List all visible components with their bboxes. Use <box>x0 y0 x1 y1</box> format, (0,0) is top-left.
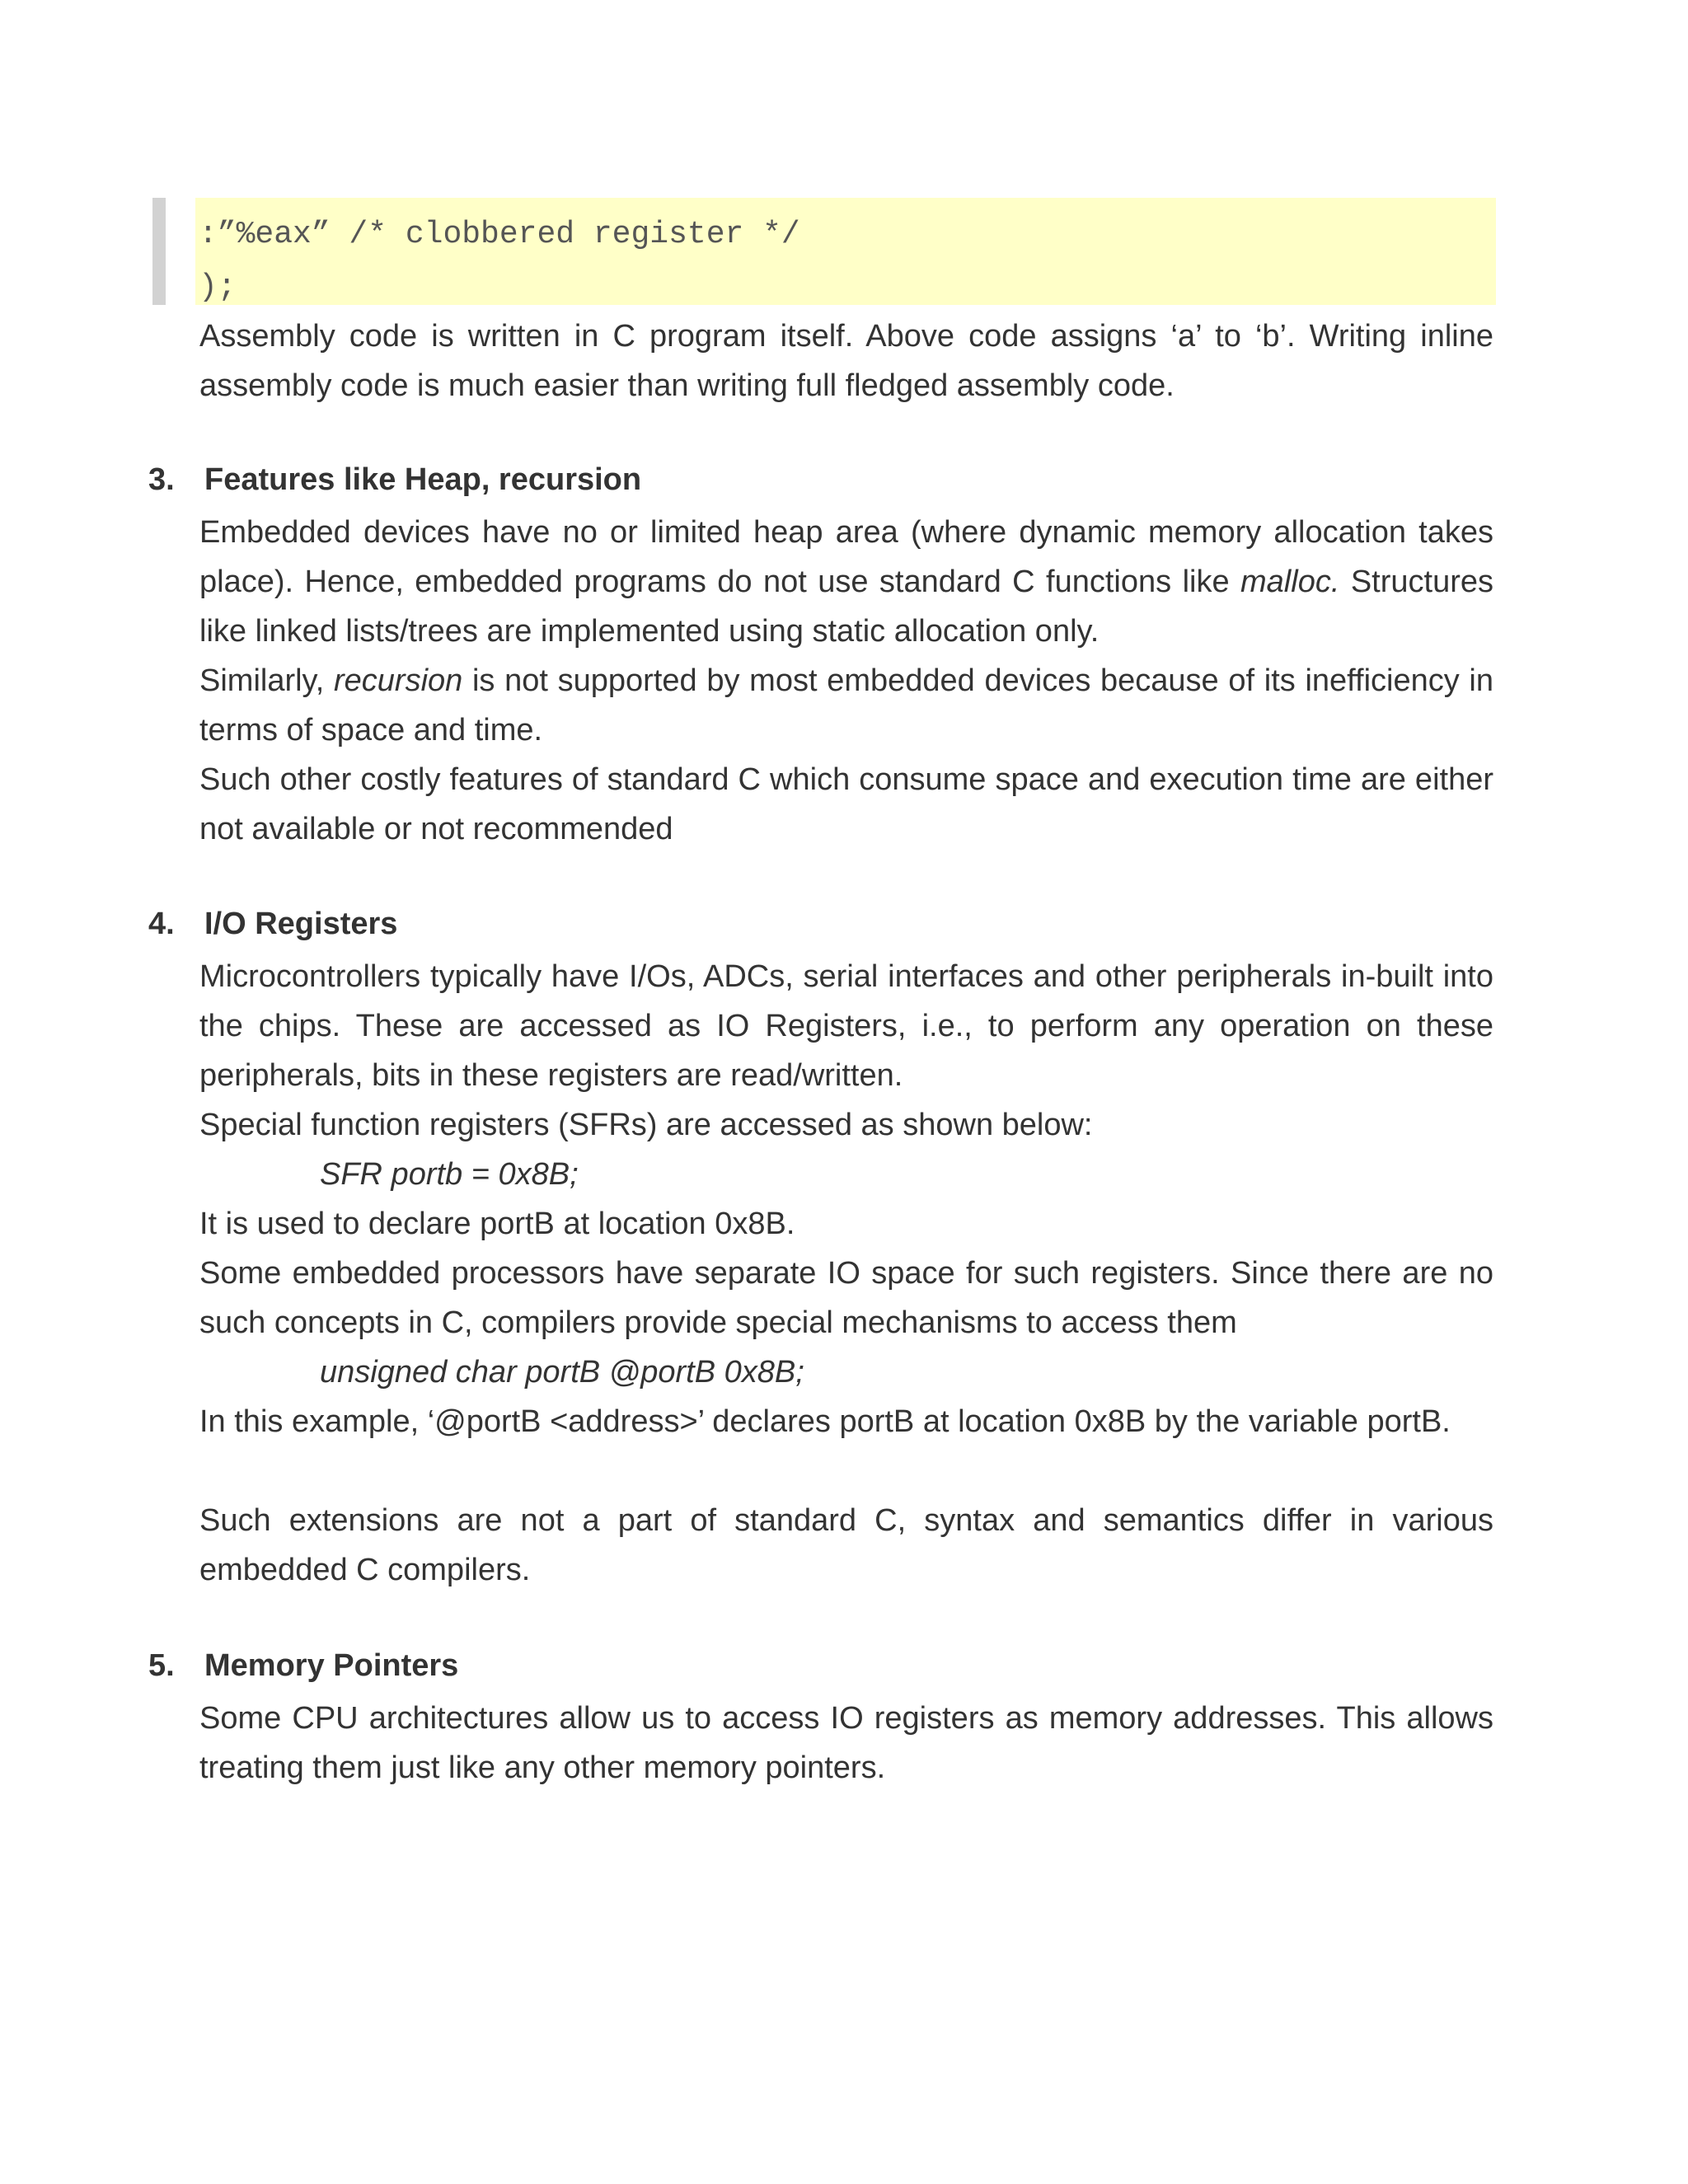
section-4-paragraph-1 <box>199 952 1493 1100</box>
section-5-paragraph-1 <box>199 1694 1493 1793</box>
section-4-p1-text: Microcontrollers typically have I/Os, ADCs, serial interfaces and other peripherals in-built into the chips. These are accessed as IO Registers, i.e., to perform any operation on these peripherals, bits in these registers are read/written. <box>199 959 1493 1093</box>
section-4-paragraph-2: Special function registers (SFRs) are accessed as shown below: <box>199 1108 1093 1142</box>
intro-paragraph <box>199 312 1493 410</box>
code-block-bar <box>152 198 166 305</box>
section-5-p1-text: Some CPU architectures allow us to access IO registers as memory addresses. This allows treating them just like any other memory pointers. <box>199 1701 1493 1785</box>
section-4-p5-text: In this example, ‘@portB <address>’ declares portB at location 0x8B by the variable portB. <box>199 1404 1451 1439</box>
section-3-p1-italic: malloc. <box>1240 565 1340 599</box>
section-4-heading <box>148 899 397 949</box>
section-5-title: Memory Pointers <box>204 1648 459 1683</box>
section-4-paragraph-5 <box>199 1397 1493 1446</box>
section-3-p1-text: Embedded devices have no or limited heap area (where dynamic memory allocation takes place). Hence, embedded programs do not use standard C functions like <box>199 515 1493 599</box>
section-5-heading <box>148 1641 458 1690</box>
section-4-paragraph-4 <box>199 1249 1493 1347</box>
section-4-p4-text: Some embedded processors have separate IO space for such registers. Since there are no such concepts in C, compilers provide special mechanisms to access them <box>199 1256 1493 1340</box>
section-4-paragraph-6 <box>199 1496 1493 1595</box>
section-3-p1-text-after: Structures like linked lists/trees are implemented using static allocation only. <box>199 565 1493 649</box>
section-4-code-example-1: SFR portb = 0x8B; <box>320 1157 579 1192</box>
section-3-title: Features like Heap, recursion <box>204 462 642 497</box>
section-3-p3-text: Such other costly features of standard C which consume space and execution time are either not available or not recommended <box>199 762 1493 846</box>
section-5-number: 5. <box>148 1648 175 1683</box>
section-3-paragraph-3 <box>199 755 1493 854</box>
section-4-paragraph-3: It is used to declare portB at location 0x8B. <box>199 1207 795 1241</box>
section-3-heading <box>148 455 641 504</box>
section-3-paragraph-1 <box>199 508 1493 656</box>
section-4-title: I/O Registers <box>204 907 398 941</box>
section-3-p2-italic: recursion <box>334 663 463 698</box>
code-line-1: :”%eax” /* clobbered register */ <box>199 217 800 252</box>
code-block <box>152 198 1496 305</box>
section-4-number: 4. <box>148 907 175 941</box>
code-line-2: ); <box>199 269 237 305</box>
section-3-p2-text: Similarly, <box>199 663 334 698</box>
intro-text: Assembly code is written in C program itself. Above code assigns ‘a’ to ‘b’. Writing inline assembly code is much easier than writing full fledged assembly code. <box>199 319 1493 403</box>
section-4-p6-text: Such extensions are not a part of standard C, syntax and semantics differ in various embedded C compilers. <box>199 1503 1493 1587</box>
section-3-number: 3. <box>148 462 175 497</box>
section-3-p2-text-after: is not supported by most embedded devices because of its inefficiency in terms of space and time. <box>199 663 1493 748</box>
section-4-code-example-2: unsigned char portB @portB 0x8B; <box>320 1355 804 1390</box>
section-3-paragraph-2 <box>199 656 1493 755</box>
